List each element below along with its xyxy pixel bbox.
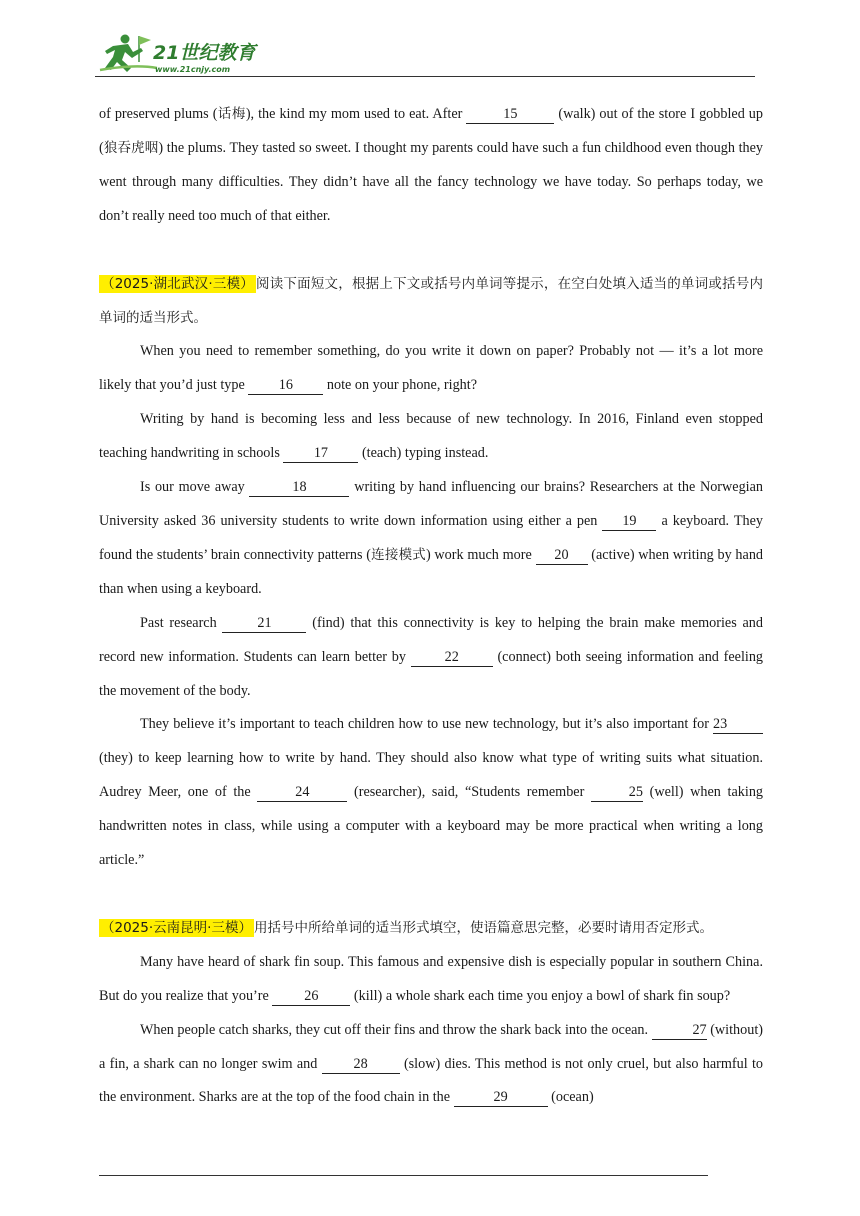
document-body bbox=[99, 98, 763, 1115]
blank-15[interactable]: 15 bbox=[466, 106, 554, 124]
blank-28[interactable]: 28 bbox=[322, 1056, 400, 1074]
svg-text:www.21cnjy.com: www.21cnjy.com bbox=[155, 65, 231, 74]
section-instruction: （2025·云南昆明·三模） 用括号中所给单词的适当形式填空，使语篇意思完整，必要时请用否定形式。 bbox=[101, 919, 713, 936]
paragraph: Is our move away 18 writing by hand influencing our brains? Researchers at the Norwegian University asked 36 university students to write down information using either a pen 19 a keyboard. They found the students’ brain connectivity patterns (连接模式) work much more 20 (active) when writing by hand than when using a keyboard. bbox=[99, 479, 764, 597]
blank-22[interactable]: 22 bbox=[411, 649, 493, 667]
section-instruction: （2025·湖北武汉·三模） 阅读下面短文，根据上下文或括号内单词等提示，在空白处填入适当的单词或括号内单词的适当形式。 bbox=[99, 275, 763, 326]
blank-27[interactable]: 27 bbox=[652, 1022, 707, 1040]
blank-16[interactable]: 16 bbox=[248, 377, 323, 395]
footer-divider bbox=[99, 1175, 708, 1176]
page-header bbox=[95, 32, 755, 78]
paragraph: of preserved plums (话梅), the kind my mom used to eat. After 15 (walk) out of the store I gobbled up (狼吞虎咽) the plums. They tasted so sweet. I thought my parents could have such a fun childhood even though they went through many difficulties. They didn’t have all the fancy technology we have today. So perhaps today, we don’t really need too much of that either. bbox=[99, 106, 764, 224]
paragraph: They believe it’s important to teach children how to use new technology, but it’s also important for 23 (they) to keep learning how to write by hand. They should also know what type of writing suits what situation. Audrey Meer, one of the 24 (researcher), said, “Students remember 25 (well) when taking handwritten notes in class, while using a computer with a keyboard may be more practical when writing a long article.” bbox=[99, 716, 764, 869]
blank-25[interactable]: 25 bbox=[591, 784, 643, 802]
blank-18[interactable]: 18 bbox=[249, 479, 349, 497]
source-tag: （2025·云南昆明·三模） bbox=[101, 919, 252, 936]
logo-21cnjy bbox=[95, 32, 265, 76]
source-tag: （2025·湖北武汉·三模） bbox=[101, 275, 255, 292]
paragraph: When you need to remember something, do you write it down on paper? Probably not — it’s a lot more likely that you’d just type 16 note on your phone, right? bbox=[99, 343, 763, 394]
paragraph: Many have heard of shark fin soup. This famous and expensive dish is especially popular in southern China. But do you realize that you’re 26 (kill) a whole shark each time you enjoy a bowl of shark fin soup? bbox=[99, 953, 763, 1004]
paragraph: Past research 21 (find) that this connectivity is key to helping the brain make memories and record new information. Students can learn better by 22 (connect) both seeing information and feeling the movement of the body. bbox=[99, 614, 764, 699]
svg-text:21世纪教育: 21世纪教育 bbox=[153, 42, 256, 64]
blank-20[interactable]: 20 bbox=[536, 547, 588, 565]
paragraph: Writing by hand is becoming less and less because of new technology. In 2016, Finland even stopped teaching handwriting in schools 17 (teach) typing instead. bbox=[99, 411, 763, 462]
blank-21[interactable]: 21 bbox=[222, 615, 306, 633]
header-divider bbox=[95, 76, 755, 77]
blank-24[interactable]: 24 bbox=[257, 784, 347, 802]
blank-26[interactable]: 26 bbox=[272, 988, 350, 1006]
blank-19[interactable]: 19 bbox=[602, 513, 656, 531]
blank-23[interactable]: 23 bbox=[713, 716, 763, 734]
paragraph: When people catch sharks, they cut off their fins and throw the shark back into the ocean. 27 (without) a fin, a shark can no longer swim and 28 (slow) dies. This method is not only cruel, but also harmful to the environment. Sharks are at the top of the food chain in the 29 (ocean) bbox=[99, 1021, 764, 1106]
blank-17[interactable]: 17 bbox=[283, 445, 358, 463]
blank-29[interactable]: 29 bbox=[454, 1089, 548, 1107]
